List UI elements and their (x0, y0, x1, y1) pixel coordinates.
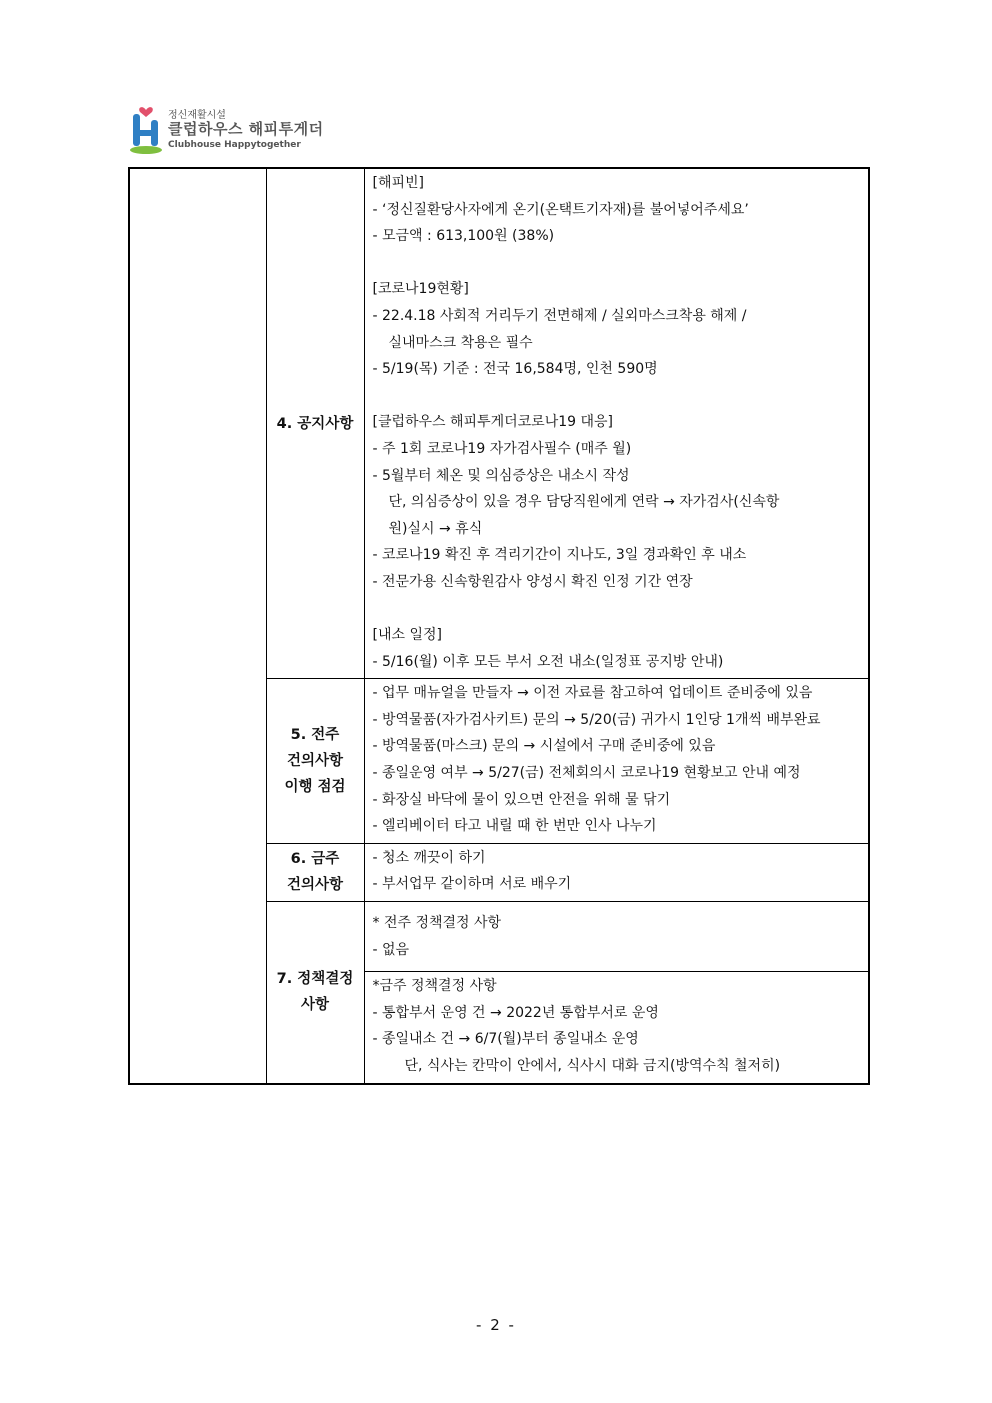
left-blank-cell (129, 168, 266, 1084)
notice-line: - 22.4.18 사회적 거리두기 전면해제 / 실외마스크착용 해제 / (372, 307, 747, 324)
suggestion-line: - 화장실 바닥에 물이 있으면 안전을 위해 물 닦기 (372, 791, 671, 808)
suggestion-line: - 청소 깨끗이 하기 (372, 849, 486, 866)
prev-suggestions-content (364, 679, 869, 844)
blank-line (373, 250, 869, 277)
page-number: - 2 - (476, 1316, 516, 1334)
notice-label (266, 168, 364, 679)
policy-line: * 전주 정책결정 사항 (372, 915, 502, 932)
policy-line: - 통합부서 운영 건 → 2022년 통합부서로 운영 (372, 1004, 659, 1021)
label-line: 사항 (300, 997, 329, 1014)
label-line: 이행 점검 (284, 779, 346, 796)
notice-label-line: 4. 공지사항 (276, 415, 354, 432)
notice-line: - 5/16(월) 이후 모든 부서 오전 내소(일정표 공지방 안내) (372, 653, 724, 670)
label-line: 건의사항 (286, 877, 344, 894)
label-line: 5. 전주 (290, 727, 340, 744)
policy-line: - 없음 (372, 941, 410, 958)
prev-suggestions-label (266, 679, 364, 844)
label-line: 건의사항 (286, 753, 344, 770)
notice-line: [클럽하우스 해피투게더코로나19 대응] (372, 414, 613, 431)
suggestion-line: - 종일운영 여부 → 5/27(금) 전체회의시 코로나19 현황보고 안내 예정 (372, 765, 801, 782)
notice-line: 실내마스크 착용은 필수 (388, 334, 533, 351)
notice-line: - 코로나19 확진 후 격리기간이 지나도, 3일 경과확인 후 내소 (372, 547, 747, 564)
policy-prev-content (364, 902, 869, 972)
this-suggestions-label (266, 843, 364, 901)
policy-this-content (364, 972, 869, 1084)
suggestion-line: - 부서업무 같이하며 서로 배우기 (372, 876, 572, 893)
blank-line (373, 596, 869, 623)
clubhouse-h-logo-icon (128, 104, 164, 154)
policy-line: 단, 식사는 칸막이 안에서, 식사시 대화 금지(방역수칙 철저히) (404, 1058, 781, 1074)
policy-line: *금주 정책결정 사항 (372, 978, 497, 995)
logo-name: 클럽하우스 해피투게더 (168, 120, 324, 138)
logo-english-name: Clubhouse Happytogether (168, 140, 301, 150)
policy-label (266, 902, 364, 1084)
notice-line: - ‘정신질환당사자에게 온기(온택트기자재)를 불어넣어주세요’ (372, 201, 749, 218)
notice-content (364, 168, 869, 679)
notice-line: 단, 의심증상이 있을 경우 담당직원에게 연락 → 자가검사(신속항 (388, 494, 780, 511)
label-line: 7. 정책결정 (276, 971, 354, 988)
suggestion-line: - 엘리베이터 타고 내릴 때 한 번만 인사 나누기 (372, 818, 657, 835)
suggestion-line: - 방역물품(마스크) 문의 → 시설에서 구매 준비중에 있음 (372, 738, 716, 755)
notice-line: - 5월부터 체온 및 의심증상은 내소시 작성 (372, 467, 630, 484)
blank-line (373, 383, 869, 410)
notice-line: [내소 일정] (372, 627, 442, 644)
notice-line: [코로나19현황] (372, 281, 469, 298)
logo-subtitle: 정신재활시설 (168, 110, 226, 121)
this-suggestions-content (364, 843, 869, 901)
suggestion-line: - 업무 매뉴얼을 만들자 → 이전 자료를 참고하여 업데이트 준비중에 있음 (372, 685, 813, 702)
notice-line: - 주 1회 코로나19 자가검사필수 (매주 월) (372, 440, 632, 457)
notice-row (129, 168, 869, 679)
notice-line: [해피빈] (372, 175, 424, 191)
notice-line: - 전문가용 신속항원감사 양성시 확진 인정 기간 연장 (372, 573, 693, 590)
meeting-minutes-table (128, 167, 870, 1085)
label-line: 6. 금주 (290, 851, 340, 868)
suggestion-line: - 방역물품(자가검사키트) 문의 → 5/20(금) 귀가시 1인당 1개씩 배부완료 (372, 711, 821, 728)
policy-line: - 종일내소 건 → 6/7(월)부터 종일내소 운영 (372, 1031, 639, 1048)
notice-line: - 모금액 : 613,100원 (38%) (372, 228, 555, 245)
clubhouse-logo (128, 104, 338, 156)
notice-line: - 5/19(목) 기준 : 전국 16,584명, 인천 590명 (372, 361, 658, 378)
notice-line: 원)실시 → 휴식 (388, 520, 483, 537)
